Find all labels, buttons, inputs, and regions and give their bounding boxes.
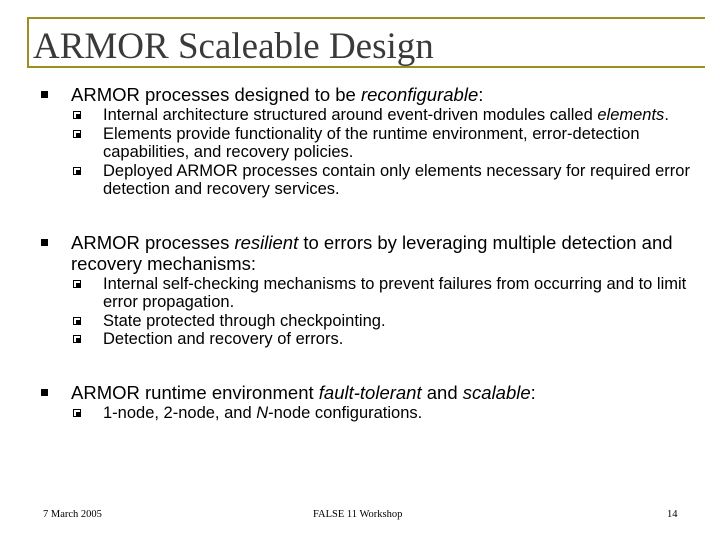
sub-bullet [38, 125, 702, 162]
sub-bullet-text: 1-node, 2-node, and [103, 403, 257, 422]
sub-bullet [38, 162, 702, 199]
bullet-emphasis: fault-tolerant [318, 381, 422, 403]
bullet-emphasis: resilient [234, 231, 299, 253]
bullet-fault-tolerant [38, 382, 702, 403]
bullet-text: : [478, 84, 484, 105]
bullet-text: ARMOR processes [71, 231, 235, 253]
page-number: 14 [667, 509, 678, 520]
sub-bullet-list [38, 404, 702, 423]
sub-bullet-text: Detection and recovery of errors. [103, 330, 344, 348]
sub-bullet [38, 404, 702, 423]
sub-bullet [38, 330, 702, 349]
sub-bullet-text: Internal architecture structured around event-driven modules called [103, 106, 598, 124]
sub-bullet [38, 312, 702, 331]
bullet-emphasis: scalable [462, 381, 531, 403]
sub-bullet-text: Deployed ARMOR processes contain only elements necessary for required error detection and recovery services. [103, 161, 690, 198]
bullet-reconfigurable [38, 84, 702, 105]
sub-bullet-list [38, 106, 702, 199]
square-bullet-icon [41, 91, 48, 98]
bullet-text: to errors by leveraging multiple detection and recovery mechanisms: [71, 231, 673, 274]
sub-bullet-text: -node configurations. [268, 403, 423, 422]
title-frame-left-line [27, 17, 29, 67]
sub-bullet-text: Elements provide functionality of the runtime environment, error-detection capabilities, and recovery policies. [103, 124, 640, 161]
sub-bullet [38, 275, 702, 312]
square-bullet-icon [41, 389, 48, 396]
hollow-square-bullet-icon [73, 111, 81, 119]
slide-body [38, 84, 702, 422]
hollow-square-bullet-icon [73, 317, 81, 325]
bullet-emphasis: reconfigurable [360, 84, 479, 105]
hollow-square-bullet-icon [73, 130, 81, 138]
sub-bullet-text: State protected through checkpointing. [103, 311, 386, 330]
hollow-square-bullet-icon [73, 409, 81, 417]
square-bullet-icon [41, 239, 48, 246]
sub-bullet-emphasis: N [256, 403, 269, 422]
footer-event: FALSE 11 Workshop [313, 509, 403, 520]
slide-title: ARMOR Scaleable Design [33, 26, 434, 67]
sub-bullet-list [38, 275, 702, 349]
bullet-text: ARMOR runtime environment [71, 381, 319, 403]
bullet-resilient [38, 232, 702, 274]
title-frame-top-line [27, 17, 705, 19]
footer-date: 7 March 2005 [43, 509, 102, 520]
hollow-square-bullet-icon [73, 335, 81, 343]
hollow-square-bullet-icon [73, 167, 81, 175]
bullet-text: and [421, 381, 463, 403]
sub-bullet-text: Internal self-checking mechanisms to prevent failures from occurring and to limit error propagation. [103, 274, 687, 311]
sub-bullet-emphasis: elements [597, 106, 665, 124]
hollow-square-bullet-icon [73, 280, 81, 288]
bullet-text: ARMOR processes designed to be [71, 84, 361, 105]
sub-bullet-text: . [664, 106, 669, 124]
sub-bullet [38, 106, 702, 125]
bullet-text: : [530, 381, 536, 403]
